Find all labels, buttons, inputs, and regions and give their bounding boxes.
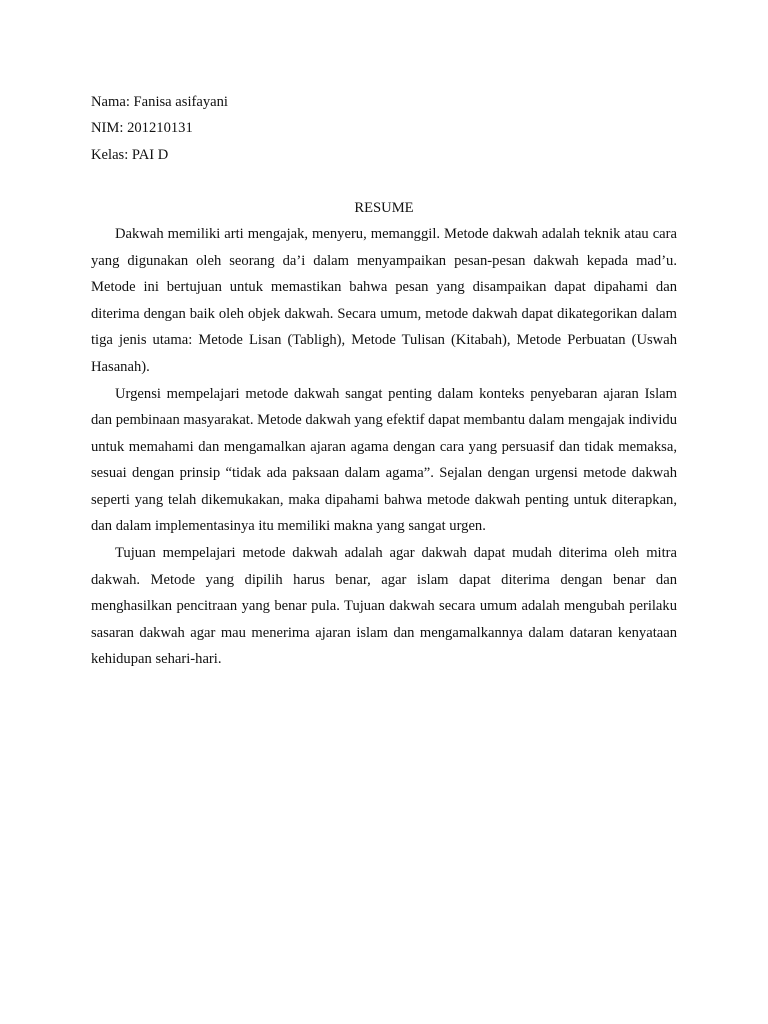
- paragraph-purpose: Tujuan mempelajari metode dakwah adalah agar dakwah dapat mudah diterima oleh mitra dakwah. Metode yang dipilih harus benar, agar islam dapat diterima dengan benar dan menghasilkan pencitraan yang benar pula. Tujuan dakwah secara umum adalah mengubah perilaku sasaran dakwah agar mau menerima ajaran islam dan mengamalkannya dalam dataran kenyataan kehidupan sehari-hari.: [91, 545, 677, 668]
- paragraph-definition: Dakwah memiliki arti mengajak, menyeru, memanggil. Metode dakwah adalah teknik atau cara yang digunakan oleh seorang da’i dalam menyampaikan pesan-pesan dakwah kepada mad’u. Metode ini bertujuan untuk memastikan bahwa pesan yang disampaikan dapat dipahami dan diterima dengan baik oleh objek dakwah. Secara umum, metode dakwah dapat dikategorikan dalam tiga jenis utama: Metode Lisan (Tabligh), Metode Tulisan (Kitabah), Metode Perbuatan (Uswah Hasanah).: [91, 225, 677, 375]
- document-body: [91, 89, 677, 673]
- student-name: Nama: Fanisa asifayani: [91, 94, 228, 110]
- document-title: RESUME: [354, 199, 414, 216]
- student-nim: NIM: 201210131: [91, 120, 193, 137]
- student-class: Kelas: PAI D: [91, 146, 169, 163]
- paragraph-urgency: Urgensi mempelajari metode dakwah sangat penting dalam konteks penyebaran ajaran Islam dan pembinaan masyarakat. Metode dakwah yang efektif dapat membantu dalam mengajak individu untuk memahami dan mengamalkan ajaran agama dengan cara yang persuasif dan tidak memaksa, sesuai dengan prinsip “tidak ada paksaan dalam agama”. Sejalan dengan urgensi metode dakwah seperti yang telah dikemukakan, maka dipahami bahwa metode dakwah penting untuk diterapkan, dan dalam implementasinya itu memiliki makna yang sangat urgen.: [91, 385, 677, 535]
